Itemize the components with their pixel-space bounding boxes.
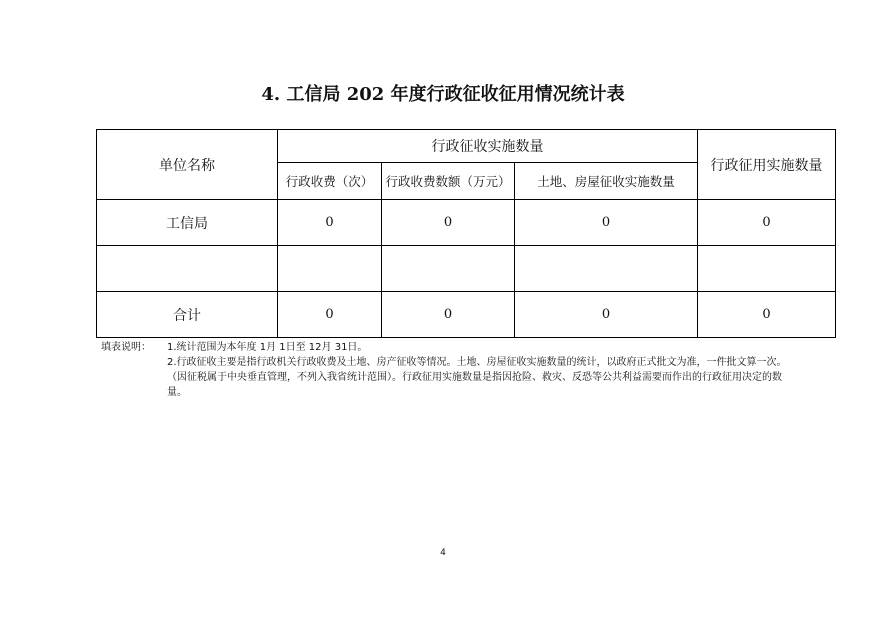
cell-fee-amount: 0 — [382, 200, 515, 246]
header-unit-name: 单位名称 — [97, 130, 278, 200]
cell-requisition: 0 — [698, 292, 836, 338]
notes-line-1 — [101, 340, 791, 355]
page-number: 4 — [440, 548, 446, 558]
row-unit-name: 工信局 — [97, 200, 278, 246]
header-fee-amount: 行政收费数额（万元） — [382, 163, 515, 200]
cell-land-house — [515, 246, 698, 292]
row-total-label: 合计 — [97, 292, 278, 338]
header-fee-count: 行政收费（次） — [278, 163, 382, 200]
cell-fee-count: 0 — [278, 292, 382, 338]
notes-item-1: 1.统计范围为本年度 1月 1日至 12月 31日。 — [167, 342, 368, 353]
cell-fee-amount: 0 — [382, 292, 515, 338]
page-title: 4. 工信局 202 年度行政征收征用情况统计表 — [261, 84, 625, 105]
table-row-total — [97, 292, 836, 338]
notes-item-2: 2.行政征收主要是指行政机关行政收费及土地、房产征收等情况。土地、房屋征收实施数量的统计，以政府正式批文为准，一件批文算一次。（因征税属于中央垂直管理，不列入我省统计范围）。行政征用实施数量是指因抢险、救灾、反恐等公共利益需要而作出的行政征用决定的数量。 — [167, 357, 787, 398]
cell-fee-count: 0 — [278, 200, 382, 246]
table-row — [97, 246, 836, 292]
cell-land-house: 0 — [515, 200, 698, 246]
header-collection-group: 行政征收实施数量 — [278, 130, 698, 163]
cell-fee-amount — [382, 246, 515, 292]
header-requisition: 行政征用实施数量 — [698, 130, 836, 200]
fill-instructions — [101, 340, 791, 400]
cell-requisition: 0 — [698, 200, 836, 246]
header-land-house: 土地、房屋征收实施数量 — [515, 163, 698, 200]
cell-fee-count — [278, 246, 382, 292]
statistics-table — [96, 129, 836, 338]
notes-label: 填表说明： — [101, 342, 151, 353]
row-unit-name — [97, 246, 278, 292]
cell-requisition — [698, 246, 836, 292]
header-row-1 — [97, 130, 836, 163]
table-row — [97, 200, 836, 246]
cell-land-house: 0 — [515, 292, 698, 338]
